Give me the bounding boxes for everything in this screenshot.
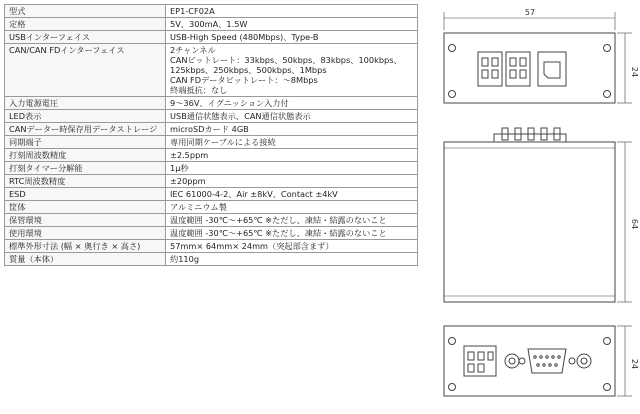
- spec-row: [5, 5, 418, 18]
- dsub-connector-shape: [528, 349, 566, 373]
- spec-key: 質量（本体）: [5, 253, 166, 266]
- spec-value: [166, 5, 418, 18]
- top-view-body: [444, 142, 615, 302]
- width-dimension-label: 57: [524, 8, 536, 17]
- spec-row: [5, 227, 418, 240]
- spec-value: [166, 44, 418, 97]
- spec-value-line: 9～36V、イグニッション入力付: [170, 98, 289, 108]
- dimension-drawing: [420, 0, 640, 414]
- spec-key: 打刻タイマー分解能: [5, 162, 166, 175]
- spec-row: [5, 97, 418, 110]
- spec-value-line: 終端抵抗：なし: [170, 85, 228, 95]
- rear-height-dimension-label: 24: [630, 358, 639, 370]
- spec-key: CANデーター時保存用データストレージ: [5, 123, 166, 136]
- spec-row: [5, 253, 418, 266]
- spec-row: [5, 214, 418, 227]
- spec-key: 定格: [5, 18, 166, 31]
- spec-row: [5, 162, 418, 175]
- spec-key: USBインターフェイス: [5, 31, 166, 44]
- can-connector-1-shape: [478, 52, 502, 86]
- spec-value-line: 約110g: [170, 254, 200, 264]
- spec-value: [166, 201, 418, 214]
- spec-value-line: 1μ秒: [170, 163, 189, 173]
- spec-value-line: 5V、300mA、1.5W: [170, 19, 248, 29]
- spec-value-line: 温度範囲 -30℃～+65℃ ※ただし、凍結・結露のないこと: [170, 228, 387, 238]
- spec-value: [166, 227, 418, 240]
- spec-key: 打刻周波数精度: [5, 149, 166, 162]
- spec-value-line: 専用同期ケーブルによる接続: [170, 137, 276, 147]
- spec-value: [166, 162, 418, 175]
- spec-key: LED表示: [5, 110, 166, 123]
- spec-row: [5, 123, 418, 136]
- spec-value: [166, 253, 418, 266]
- spec-key: 保管環境: [5, 214, 166, 227]
- spec-value-line: 57mm× 64mm× 24mm（突起部含まず）: [170, 241, 334, 251]
- spec-value-line: EP1-CF02A: [170, 6, 215, 16]
- spec-key: 同期端子: [5, 136, 166, 149]
- spec-row: [5, 31, 418, 44]
- spec-value-line: 125kbps、250kbps、500kbps、1Mbps: [170, 65, 327, 75]
- sync-jack-shape: [505, 354, 519, 368]
- spec-key: CAN/CAN FDインターフェイス: [5, 44, 166, 97]
- spec-value-line: USB通信状態表示、CAN通信状態表示: [170, 111, 311, 121]
- spec-row: [5, 175, 418, 188]
- spec-key: ESD: [5, 188, 166, 201]
- spec-value-line: CANビットレート：33kbps、50kbps、83kbps、100kbps、: [170, 55, 402, 65]
- front-height-dimension-label: 24: [630, 66, 639, 78]
- spec-value-line: 2チャンネル: [170, 45, 216, 55]
- spec-value: [166, 188, 418, 201]
- spec-value: [166, 123, 418, 136]
- spec-value-line: IEC 61000-4-2、Air ±8kV、Contact ±4kV: [170, 189, 338, 199]
- spec-row: [5, 110, 418, 123]
- spec-row: [5, 136, 418, 149]
- can-connector-2-shape: [506, 52, 530, 86]
- spec-value: [166, 214, 418, 227]
- spec-key: 入力電源電圧: [5, 97, 166, 110]
- spec-row: [5, 44, 418, 97]
- spec-value: [166, 31, 418, 44]
- spec-row: [5, 201, 418, 214]
- spec-value: [166, 175, 418, 188]
- spec-value-line: ±2.5ppm: [170, 150, 209, 160]
- spec-value: [166, 149, 418, 162]
- spec-value-line: アルミニウム製: [170, 202, 227, 212]
- usb-b-port-shape: [538, 52, 566, 86]
- spec-value: [166, 97, 418, 110]
- spec-value-line: USB-High Speed (480Mbps)、Type-B: [170, 32, 319, 42]
- spec-value-line: CAN FDデータビットレート：～8Mbps: [170, 75, 318, 85]
- spec-row: [5, 188, 418, 201]
- spec-value: [166, 240, 418, 253]
- spec-row: [5, 18, 418, 31]
- depth-dimension-label: 64: [630, 218, 639, 230]
- spec-key: 使用環境: [5, 227, 166, 240]
- spec-table: [4, 4, 418, 266]
- spec-value: [166, 18, 418, 31]
- spec-value-line: ±20ppm: [170, 176, 206, 186]
- spec-row: [5, 240, 418, 253]
- spec-value: [166, 136, 418, 149]
- spec-row: [5, 149, 418, 162]
- spec-value-line: 温度範囲 -30℃～+65℃ ※ただし、凍結・結露のないこと: [170, 215, 387, 225]
- spec-key: 筐体: [5, 201, 166, 214]
- spec-value: [166, 110, 418, 123]
- spec-value-line: microSDカード 4GB: [170, 124, 249, 134]
- spec-key: RTC周波数精度: [5, 175, 166, 188]
- spec-key: 標準外形寸法 (幅 × 奥行き × 高さ): [5, 240, 166, 253]
- spec-key: 型式: [5, 5, 166, 18]
